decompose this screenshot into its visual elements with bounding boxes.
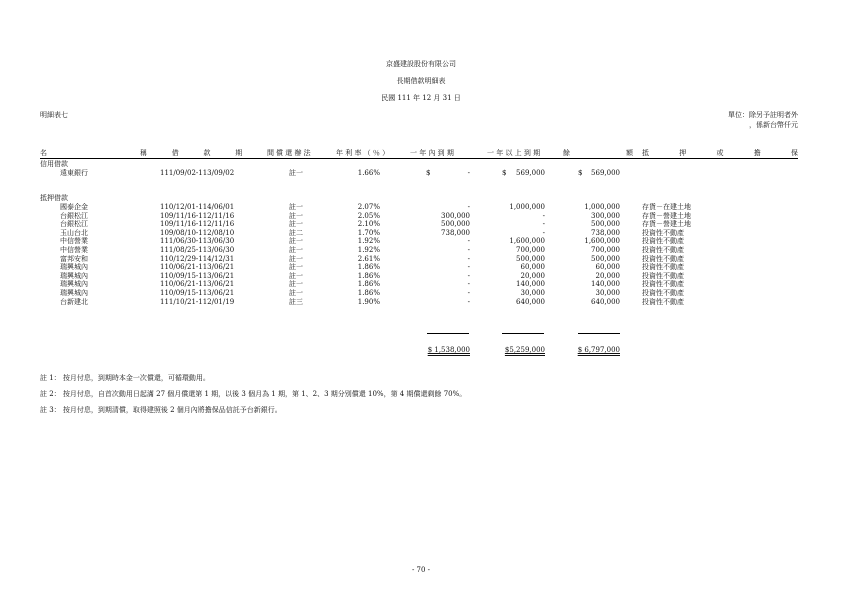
interest-rate: 2.05%: [357, 211, 380, 220]
col-header-name: 名: [40, 149, 47, 157]
col-header-within-one-year: 一 年 內 到 期: [410, 149, 454, 157]
loan-period: 109/08/10-112/08/10: [160, 228, 235, 237]
over-one-year-amount: 640,000: [516, 297, 545, 306]
unit-line-2: ，係新台幣仟元: [749, 121, 798, 129]
loan-period: 110/06/21-113/06/21: [160, 263, 235, 272]
loan-period: 111/09/02-113/09/02: [160, 169, 235, 177]
over-one-year-amount: 60,000: [520, 263, 545, 272]
balance-amount: 60,000: [595, 263, 620, 272]
interest-rate: 2.61%: [357, 254, 380, 263]
repayment-note: 註一: [289, 246, 303, 254]
interest-rate: 1.70%: [357, 228, 380, 237]
interest-rate: 1.66%: [357, 169, 380, 177]
footnote-3: 註 3： 按月付息，到期清償，取得建照後 2 個月內將擔保品信託予台新銀行。: [40, 406, 282, 414]
over-one-year-amount: 20,000: [520, 271, 545, 280]
over-one-year-amount: 30,000: [520, 289, 545, 297]
repayment-note: 註一: [289, 271, 303, 280]
repayment-note: 註一: [289, 237, 303, 246]
within-one-year-amount: 738,000: [441, 228, 470, 237]
col-header-over-one-year: 一 年 以 上 到 期: [487, 149, 541, 157]
col-header-repayment: 償 還 辦 法: [276, 149, 311, 157]
repayment-note: 註二: [289, 228, 303, 237]
loan-period: 110/09/15-113/06/21: [160, 271, 235, 280]
loan-period: 111/08/25-113/06/30: [160, 246, 235, 254]
collateral: 投資性不動產: [642, 297, 684, 306]
over-one-year-amount: -: [542, 211, 545, 220]
within-one-year-amount: -: [467, 297, 470, 306]
balance-amount: 640,000: [591, 297, 620, 306]
lender-name: 富邦安和: [60, 254, 88, 263]
interest-rate: 1.86%: [357, 271, 380, 280]
within-one-year-amount: -: [467, 169, 470, 177]
section-credit-loans: 信用借款: [40, 160, 68, 168]
balance-amount: 700,000: [591, 246, 620, 254]
interest-rate: 1.86%: [357, 263, 380, 272]
company-name: 京盛建設股份有限公司: [386, 60, 456, 68]
currency-symbol: $: [502, 169, 507, 177]
balance-amount: 1,600,000: [584, 237, 620, 246]
lender-name: 瑞興城內: [60, 271, 88, 280]
lender-name: 瑞興城內: [60, 280, 88, 289]
collateral: 投資性不動產: [642, 271, 684, 280]
collateral: 存貨－在建土地: [642, 203, 691, 211]
col-header-period: 稱 借 款 期 間: [140, 149, 274, 157]
loan-period: 111/10/21-112/01/19: [160, 297, 235, 306]
over-one-year-amount: 140,000: [516, 280, 545, 289]
balance-amount: 569,000: [591, 169, 620, 177]
over-one-year-amount: 500,000: [516, 254, 545, 263]
balance-amount: 738,000: [591, 228, 620, 237]
total-within-one-year: $ 1,538,000: [427, 346, 470, 354]
footnote-1: 註 1： 按月付息，到期時本金一次償還，可循環動用。: [40, 374, 210, 382]
within-one-year-amount: -: [467, 246, 470, 254]
section-secured-loans: 抵押借款: [40, 194, 68, 202]
subtotal-rule-over: [502, 333, 544, 334]
repayment-note: 註一: [289, 169, 303, 177]
unit-line-1: 單位：除另予註明者外: [728, 111, 798, 119]
header-rule: [40, 158, 798, 159]
within-one-year-amount: -: [467, 271, 470, 280]
within-one-year-amount: -: [467, 263, 470, 272]
col-header-collateral: 抵 押 或 擔 保: [642, 149, 798, 157]
repayment-note: 註一: [289, 203, 303, 211]
collateral: 投資性不動產: [642, 254, 684, 263]
loan-period: 110/12/29-114/12/31: [160, 254, 235, 263]
balance-amount: 30,000: [595, 289, 620, 297]
total-balance: $ 6,797,000: [577, 346, 620, 354]
repayment-note: 註一: [289, 220, 303, 229]
lender-name: 遠東銀行: [60, 169, 88, 177]
collateral: 存貨－營建土地: [642, 220, 691, 229]
schedule-number: 明細表七: [40, 111, 68, 119]
over-one-year-amount: -: [542, 228, 545, 237]
interest-rate: 1.86%: [357, 289, 380, 297]
currency-symbol: $: [426, 169, 431, 177]
collateral: 投資性不動產: [642, 289, 684, 297]
loan-period: 111/06/30-113/06/30: [160, 237, 235, 246]
lender-name: 國泰企金: [60, 203, 88, 211]
within-one-year-amount: 500,000: [441, 220, 470, 229]
loan-period: 109/11/16-112/11/16: [160, 211, 235, 220]
over-one-year-amount: 1,600,000: [509, 237, 545, 246]
lender-name: 瑞興城內: [60, 263, 88, 272]
report-date: 民國 111 年 12 月 31 日: [381, 94, 461, 102]
loan-period: 109/11/16-112/11/16: [160, 220, 235, 229]
interest-rate: 1.86%: [357, 280, 380, 289]
lender-name: 中信營業: [60, 246, 88, 254]
interest-rate: 1.90%: [357, 297, 380, 306]
lender-name: 中信營業: [60, 237, 88, 246]
total-over-one-year: $5,259,000: [504, 346, 545, 354]
subtotal-rule-within: [427, 333, 469, 334]
balance-amount: 500,000: [591, 254, 620, 263]
repayment-note: 註一: [289, 280, 303, 289]
over-one-year-amount: -: [542, 220, 545, 229]
collateral: 投資性不動產: [642, 263, 684, 272]
within-one-year-amount: -: [467, 289, 470, 297]
balance-amount: 300,000: [591, 211, 620, 220]
within-one-year-amount: -: [467, 280, 470, 289]
page-number: - 70 -: [411, 566, 431, 574]
col-header-balance: 餘 額: [563, 149, 633, 157]
within-one-year-amount: -: [467, 203, 470, 211]
lender-name: 台新建北: [60, 297, 88, 306]
collateral: 投資性不動產: [642, 246, 684, 254]
subtotal-rule-balance: [578, 333, 620, 334]
lender-name: 台銀松江: [60, 220, 88, 229]
collateral: 投資性不動產: [642, 237, 684, 246]
repayment-note: 註一: [289, 289, 303, 297]
collateral: 存貨－營建土地: [642, 211, 691, 220]
interest-rate: 1.92%: [357, 246, 380, 254]
over-one-year-amount: 1,000,000: [509, 203, 545, 211]
within-one-year-amount: 300,000: [441, 211, 470, 220]
interest-rate: 2.07%: [357, 203, 380, 211]
over-one-year-amount: 700,000: [516, 246, 545, 254]
repayment-note: 註三: [289, 297, 303, 306]
repayment-note: 註一: [289, 211, 303, 220]
collateral: 投資性不動產: [642, 228, 684, 237]
interest-rate: 1.92%: [357, 237, 380, 246]
balance-amount: 140,000: [591, 280, 620, 289]
footnote-2: 註 2： 按月付息，自首次動用日起滿 27 個月償還第 1 期，以後 3 個月為 1 期，第 1、2、3 期分別償還 10%，第 4 期償還剩餘 70%。: [40, 390, 467, 398]
loan-period: 110/09/15-113/06/21: [160, 289, 235, 297]
repayment-note: 註一: [289, 254, 303, 263]
within-one-year-amount: -: [467, 254, 470, 263]
collateral: 投資性不動產: [642, 280, 684, 289]
balance-amount: 500,000: [591, 220, 620, 229]
interest-rate: 2.10%: [357, 220, 380, 229]
lender-name: 瑞興城內: [60, 289, 88, 297]
over-one-year-amount: 569,000: [516, 169, 545, 177]
repayment-note: 註一: [289, 263, 303, 272]
lender-name: 台銀松江: [60, 211, 88, 220]
balance-amount: 1,000,000: [584, 203, 620, 211]
currency-symbol: $: [578, 169, 583, 177]
lender-name: 玉山台北: [60, 228, 88, 237]
loan-period: 110/06/21-113/06/21: [160, 280, 235, 289]
loan-period: 110/12/01-114/06/01: [160, 203, 235, 211]
col-header-rate: 年 利 率 （ ％ ）: [336, 149, 390, 157]
within-one-year-amount: -: [467, 237, 470, 246]
report-title: 長期借款明細表: [396, 77, 446, 85]
balance-amount: 20,000: [595, 271, 620, 280]
